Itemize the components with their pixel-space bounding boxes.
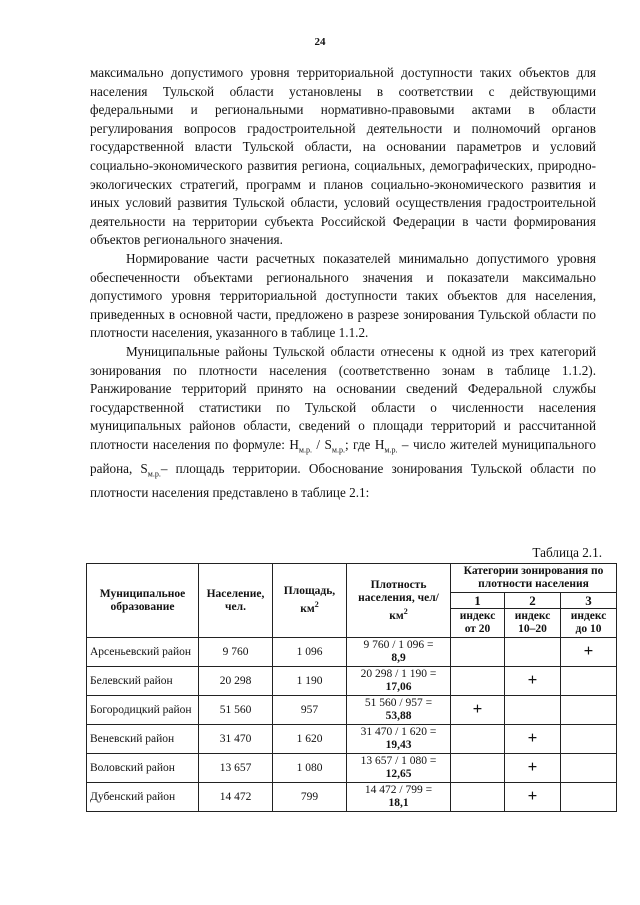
header-cat-number: 3 xyxy=(561,593,617,609)
cell-density xyxy=(347,667,451,696)
paragraph-3-text-c: ; где Н xyxy=(344,436,385,452)
table-row xyxy=(87,696,617,725)
cell-municipality: Арсеньевский район xyxy=(87,638,199,667)
cell-area: 799 xyxy=(273,783,347,812)
density-value: 12,65 xyxy=(385,768,412,780)
formula-subscript: м.р. xyxy=(147,469,161,479)
cell-category-3 xyxy=(561,754,617,783)
zoning-table xyxy=(86,563,617,812)
formula-subscript: м.р. xyxy=(384,445,398,455)
header-cat-number: 1 xyxy=(451,593,505,609)
category-mark: + xyxy=(527,786,538,805)
cell-category-3 xyxy=(561,667,617,696)
header-area xyxy=(273,564,347,638)
header-cat-index: индекс до 10 xyxy=(561,609,617,638)
table-row xyxy=(87,638,617,667)
header-density xyxy=(347,564,451,638)
cell-category-3 xyxy=(561,638,617,667)
cell-municipality: Веневский район xyxy=(87,725,199,754)
body-text xyxy=(90,64,596,503)
density-value: 53,88 xyxy=(385,710,412,722)
table-caption: Таблица 2.1. xyxy=(532,545,602,560)
paragraph-3 xyxy=(90,343,596,503)
page-number: 24 xyxy=(314,36,326,48)
category-mark: + xyxy=(583,641,594,660)
cell-category-2 xyxy=(505,754,561,783)
cell-category-2 xyxy=(505,696,561,725)
cell-area: 957 xyxy=(273,696,347,725)
density-value: 18,1 xyxy=(388,797,409,809)
cell-category-1 xyxy=(451,783,505,812)
header-density-label: Плотность населения, чел/км xyxy=(358,578,439,622)
cell-area: 1 620 xyxy=(273,725,347,754)
cell-density xyxy=(347,783,451,812)
density-formula: 14 472 / 799 = xyxy=(364,784,433,796)
cell-density xyxy=(347,725,451,754)
cell-area: 1 190 xyxy=(273,667,347,696)
cell-density xyxy=(347,754,451,783)
density-formula: 9 760 / 1 096 = xyxy=(363,639,434,651)
cell-category-1 xyxy=(451,667,505,696)
category-mark: + xyxy=(527,728,538,747)
header-cat-index: индекс 10–20 xyxy=(505,609,561,638)
cell-category-2 xyxy=(505,667,561,696)
cell-municipality: Белевский район xyxy=(87,667,199,696)
table-row xyxy=(87,667,617,696)
paragraph-3-text-d: – число жителей муниципального района, S xyxy=(90,436,596,477)
formula-subscript: м.р. xyxy=(331,445,345,455)
cell-density xyxy=(347,638,451,667)
cell-municipality: Воловский район xyxy=(87,754,199,783)
header-area-label: Площадь, км xyxy=(283,585,336,615)
density-formula: 51 560 / 957 = xyxy=(364,697,433,709)
header-population: Население, чел. xyxy=(199,564,273,638)
cell-area: 1 096 xyxy=(273,638,347,667)
header-cat-number: 2 xyxy=(505,593,561,609)
density-formula: 20 298 / 1 190 = xyxy=(360,668,437,680)
cell-category-2 xyxy=(505,783,561,812)
category-mark: + xyxy=(527,670,538,689)
cell-category-3 xyxy=(561,696,617,725)
cell-category-1 xyxy=(451,725,505,754)
cell-municipality: Дубенский район xyxy=(87,783,199,812)
cell-population: 20 298 xyxy=(199,667,273,696)
header-area-sup: 2 xyxy=(314,600,319,610)
density-formula: 13 657 / 1 080 = xyxy=(360,755,437,767)
category-mark: + xyxy=(527,757,538,776)
cell-population: 13 657 xyxy=(199,754,273,783)
cell-category-2 xyxy=(505,725,561,754)
table-row xyxy=(87,783,617,812)
cell-population: 31 470 xyxy=(199,725,273,754)
table-row xyxy=(87,754,617,783)
cell-population: 14 472 xyxy=(199,783,273,812)
density-value: 19,43 xyxy=(385,739,412,751)
cell-category-1 xyxy=(451,638,505,667)
header-municipality: Муниципальное образование xyxy=(87,564,199,638)
header-density-sup: 2 xyxy=(403,606,408,616)
cell-population: 9 760 xyxy=(199,638,273,667)
header-cat-index: индекс от 20 xyxy=(451,609,505,638)
cell-municipality: Богородицкий район xyxy=(87,696,199,725)
cell-category-2 xyxy=(505,638,561,667)
category-mark: + xyxy=(472,699,483,718)
cell-category-1 xyxy=(451,754,505,783)
header-categories: Категории зонирования по плотности населения xyxy=(451,564,617,593)
cell-population: 51 560 xyxy=(199,696,273,725)
paragraph-3-text-a: Муниципальные районы Тульской области отнесены к одной из трех категорий зонирования по плотности населения (соответственно зонам в таблице 1.1.2). Ранжирование территорий принято на основании сведений Федеральной службы государственной статистики по Тульской области о численности населения муниципальных районов области, сведений о площади территорий и рассчитанной плотности населения по формуле: Н xyxy=(90,343,596,452)
density-formula: 31 470 / 1 620 = xyxy=(360,726,437,738)
density-value: 8,9 xyxy=(391,652,406,664)
cell-density xyxy=(347,696,451,725)
cell-category-3 xyxy=(561,725,617,754)
table-body xyxy=(87,638,617,812)
cell-category-1 xyxy=(451,696,505,725)
table-row xyxy=(87,725,617,754)
paragraph-2: Нормирование части расчетных показателей минимально допустимого уровня обеспеченности объектами регионального значения и показатели максимально допустимого уровня территориальной доступности таких объектов для населения, приведенных в основной части, предложено в разрезе зонирования Тульской области по плотности населения, указанного в таблице 1.1.2. xyxy=(90,250,596,341)
cell-category-3 xyxy=(561,783,617,812)
paragraph-1: максимально допустимого уровня территориальной доступности таких объектов для населения Тульской области установлены в соответствии с действующими федеральными и региональными нормативно-правовыми актами в области регулирования вопросов градостроительной деятельности и полномочий органов государственной власти Тульской области, на основании параметров и условий социально-экономического развития региона, социальных, демографических, природно-экологических стратегий, программ и планов социально-экономического развития и иных условий развития Тульской области, условий осуществления градостроительной деятельности на территории субъекта Российской Федерации в части формирования объектов регионального значения. xyxy=(90,65,596,248)
formula-subscript: м.р. xyxy=(298,445,312,455)
paragraph-3-text-b: / S xyxy=(311,436,332,452)
density-value: 17,06 xyxy=(385,681,412,693)
paragraph-3-text-e: – площадь территории. Обоснование зонирования Тульской области по плотности населения представлено в таблице 2.1: xyxy=(90,461,596,501)
cell-area: 1 080 xyxy=(273,754,347,783)
